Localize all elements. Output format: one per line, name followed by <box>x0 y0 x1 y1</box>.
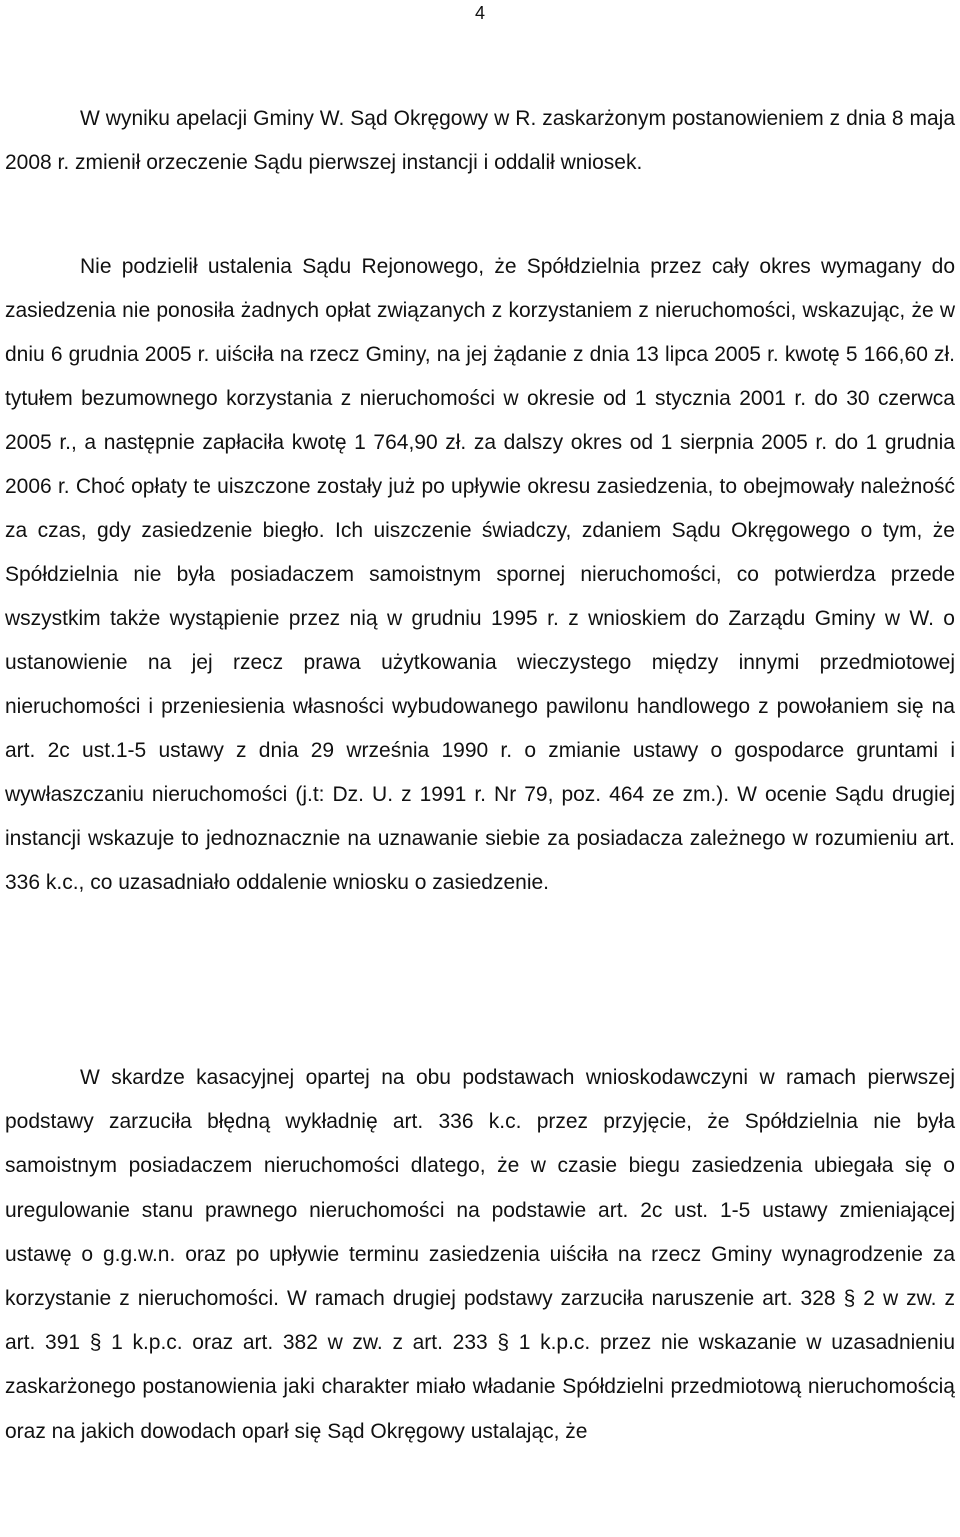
paragraph-cassation-complaint: W skardze kasacyjnej opartej na obu podstawach wnioskodawczyni w ramach pierwszej podstawy zarzuciła błędną wykładnię art. 336 k.c. przez przyjęcie, że Spółdzielnia nie była samoistnym posiadaczem nieruchomości dlatego, że w czasie biegu zasiedzenia ubiegała się o uregulowanie stanu prawnego nieruchomości na podstawie art. 2c ust. 1-5 ustawy zmieniającej ustawę o g.g.w.n. oraz po upływie terminu zasiedzenia uiściła na rzecz Gminy wynagrodzenie za korzystanie z nieruchomości. W ramach drugiej podstawy zarzuciła naruszenie art. 328 § 2 w zw. z art. 391 § 1 k.p.c. oraz art. 382 w zw. z art. 233 § 1 k.p.c. przez nie wskazanie w uzasadnieniu zaskarżonego postanowienia jaki charakter miało władanie Spółdzielni przedmiotową nieruchomością oraz na jakich dowodach oparł się Sąd Okręgowy ustalając, że <box>5 1066 955 1443</box>
document-body-paragraph-2 <box>5 245 955 905</box>
page-number: 4 <box>474 3 485 23</box>
paragraph-appeal-outcome: W wyniku apelacji Gminy W. Sąd Okręgowy w R. zaskarżonym postanowieniem z dnia 8 maja 2008 r. zmienił orzeczenie Sądu pierwszej instancji i oddalił wniosek. <box>5 107 955 174</box>
document-body-paragraph-3 <box>5 1056 955 1454</box>
document-body-paragraph-1 <box>5 97 955 184</box>
paragraph-court-reasoning: Nie podzielił ustalenia Sądu Rejonowego, że Spółdzielnia przez cały okres wymagany do zasiedzenia nie ponosiła żadnych opłat związanych z korzystaniem z nieruchomości, wskazując, że w dniu 6 grudnia 2005 r. uiściła na rzecz Gminy, na jej żądanie z dnia 13 lipca 2005 r. kwotę 5 166,60 zł. tytułem bezumownego korzystania z nieruchomości w okresie od 1 stycznia 2001 r. do 30 czerwca 2005 r., a następnie zapłaciła kwotę 1 764,90 zł. za dalszy okres od 1 sierpnia 2005 r. do 1 grudnia 2006 r. Choć opłaty te uiszczone zostały już po upływie okresu zasiedzenia, to obejmowały należność za czas, gdy zasiedzenie biegło. Ich uiszczenie świadczy, zdaniem Sądu Okręgowego o tym, że Spółdzielnia nie była posiadaczem samoistnym spornej nieruchomości, co potwierdza przede wszystkim także wystąpienie przez nią w grudniu 1995 r. z wnioskiem do Zarządu Gminy w W. o ustanowienie na jej rzecz prawa użytkowania wieczystego między innymi przedmiotowej nieruchomości i przeniesienia własności wybudowanego pawilonu handlowego z powołaniem się na art. 2c ust.1-5 ustawy z dnia 29 września 1990 r. o zmianie ustawy o gospodarce gruntami i wywłaszczaniu nieruchomości (j.t: Dz. U. z 1991 r. Nr 79, poz. 464 ze zm.). W ocenie Sądu drugiej instancji wskazuje to jednoznacznie na uznawanie siebie za posiadacza zależnego w rozumieniu art. 336 k.c., co uzasadniało oddalenie wniosku o zasiedzenie. <box>5 255 955 894</box>
